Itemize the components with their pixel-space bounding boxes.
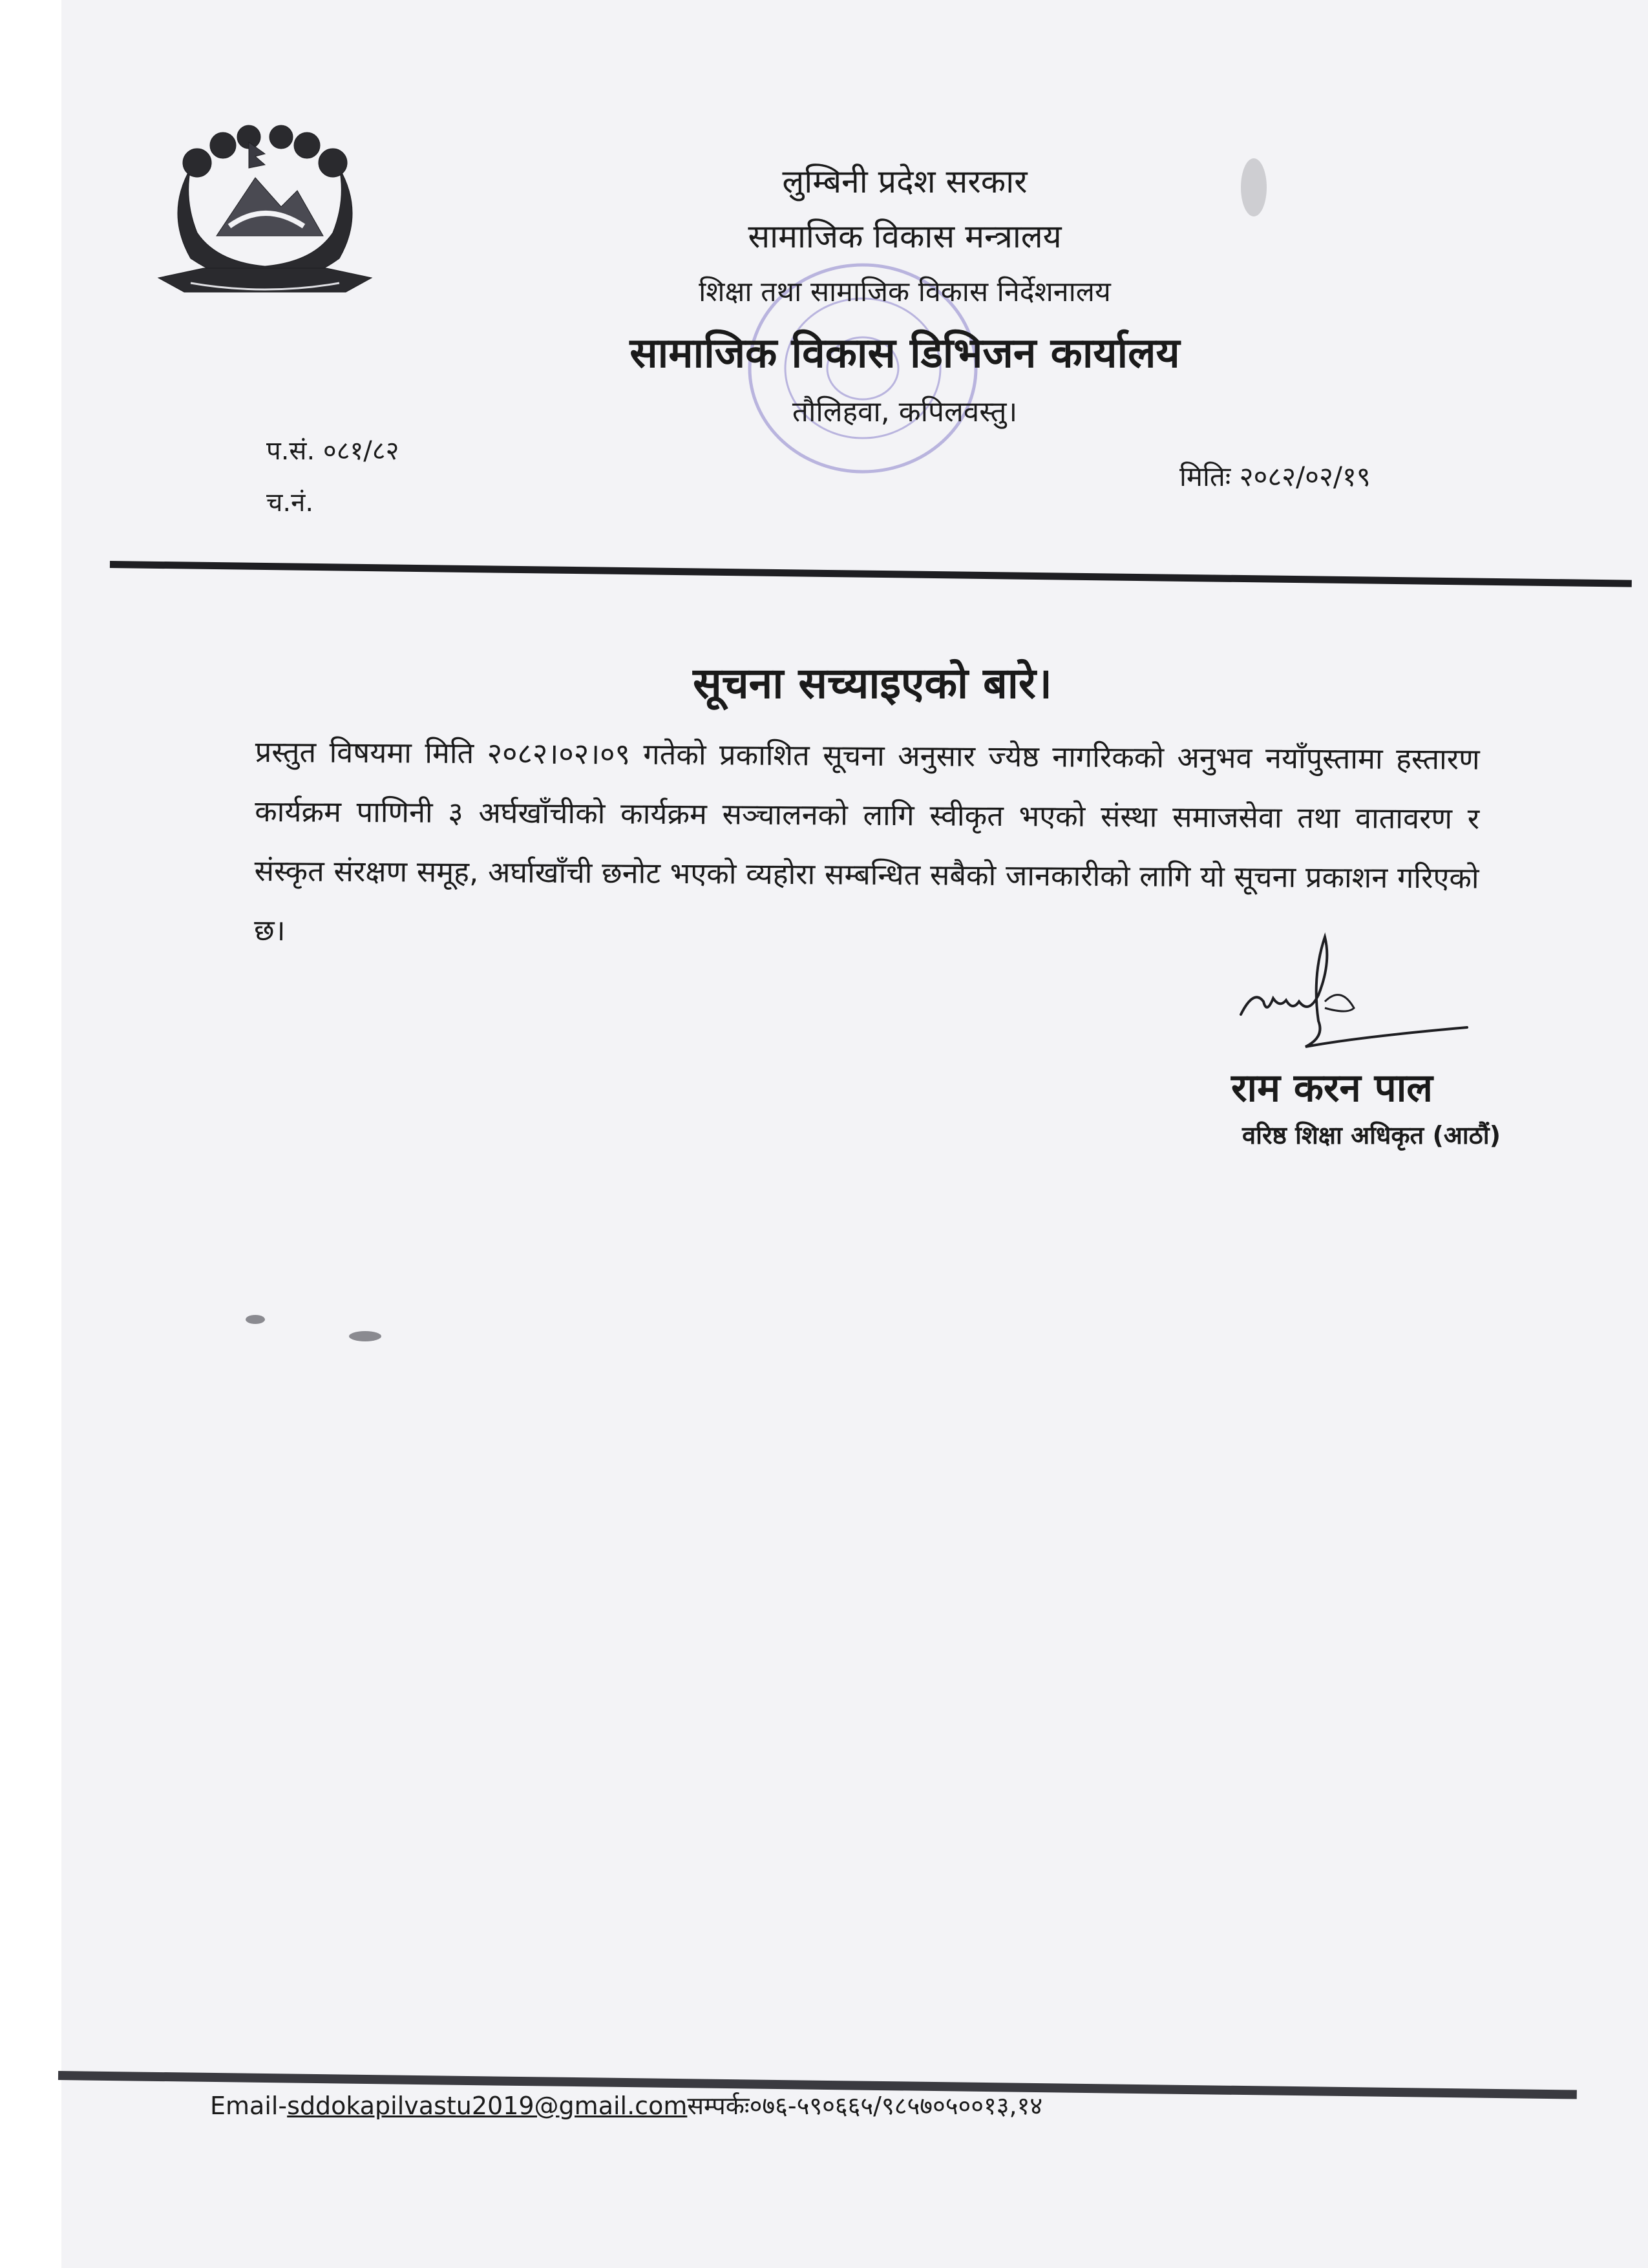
- header-ministry: सामाजिक विकास मन्त्रालय: [748, 218, 1062, 255]
- notice-subject: सूचना सच्याइएको बारे।: [693, 658, 1052, 708]
- footer-contact: [210, 2088, 1042, 2122]
- scan-speck: [349, 1331, 381, 1341]
- signatory-name: राम करन पाल: [1231, 1066, 1433, 1111]
- scan-margin: [0, 0, 61, 2268]
- header-office-name: सामाजिक विकास डिभिजन कार्यालय: [629, 330, 1180, 377]
- signatory-title: वरिष्ठ शिक्षा अधिकृत (आठौं): [1242, 1121, 1501, 1150]
- signature-icon: [1228, 924, 1486, 1063]
- phone-contact: सम्पर्कः०७६-५९०६६५/९८५७०५००१३,१४: [687, 2092, 1043, 2120]
- header-province: लुम्बिनी प्रदेश सरकार: [782, 163, 1028, 200]
- notice-body: प्रस्तुत विषयमा मिति २०८२।०२।०९ गतेको प्रकाशित सूचना अनुसार ज्येष्ठ नागरिकको अनुभव नयाँपुस्तामा हस्तारण कार्यक्रम पाणिनी ३ अर्घखाँचीको कार्यक्रम सञ्चालनको लागि स्वीकृत भएको संस्था समाजसेवा तथा वातावरण र संस्कृत संरक्षण समूह, अर्घाखाँची छनोट भएको व्यहोरा सम्बन्धित सबैको जानकारीको लागि यो सूचना प्रकाशन गरिएको छ।: [253, 734, 1480, 948]
- nepal-coat-of-arms-icon: [152, 123, 378, 310]
- email-link[interactable]: sddokapilvastu2019@gmail.com: [287, 2092, 688, 2120]
- scan-speck: [1241, 158, 1267, 216]
- dispatch-number: च.नं.: [266, 488, 314, 518]
- scan-speck: [246, 1315, 265, 1324]
- header-directorate: शिक्षा तथा सामाजिक विकास निर्देशनालय: [699, 276, 1111, 308]
- document-date: मितिः २०८२/०२/१९: [1179, 461, 1371, 492]
- header-address: तौलिहवा, कपिलवस्तु।: [792, 395, 1018, 428]
- reference-number: प.सं. ०८१/८२: [266, 436, 399, 466]
- email-label: Email-: [210, 2092, 288, 2120]
